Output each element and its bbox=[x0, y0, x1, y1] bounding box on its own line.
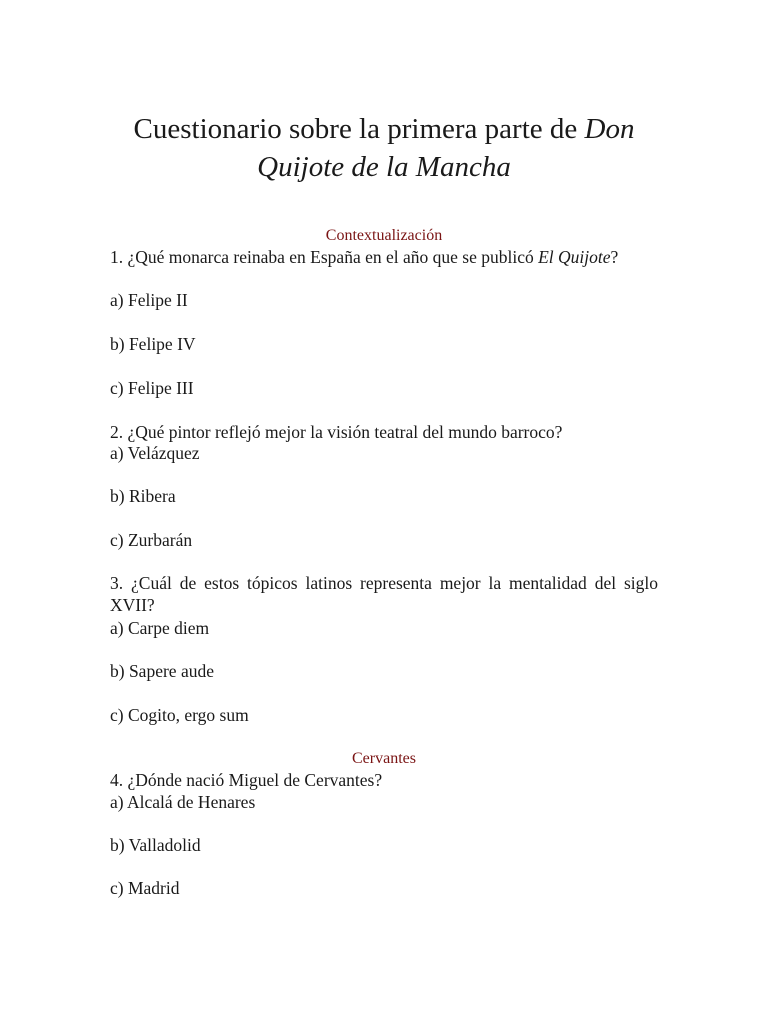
question-1 bbox=[110, 246, 658, 268]
question-1-text: 1. ¿Qué monarca reinaba en España en el año que se publicó bbox=[110, 247, 539, 267]
question-3-option-c: c) Cogito, ergo sum bbox=[110, 705, 249, 725]
question-4-option-a: a) Alcalá de Henares bbox=[110, 792, 256, 812]
document-title bbox=[110, 110, 658, 186]
question-2-option-b: b) Ribera bbox=[110, 486, 176, 506]
question-4-option-b: b) Valladolid bbox=[110, 835, 201, 855]
question-1-option-a: a) Felipe II bbox=[110, 290, 188, 310]
question-3: 3. ¿Cuál de estos tópicos latinos representa mejor la mentalidad del siglo XVII? bbox=[110, 573, 658, 615]
question-1-end: ? bbox=[610, 247, 619, 267]
question-4: 4. ¿Dónde nació Miguel de Cervantes? bbox=[110, 770, 383, 790]
section-heading-contextualizacion: Contextualización bbox=[325, 227, 443, 244]
question-2: 2. ¿Qué pintor reflejó mejor la visión teatral del mundo barroco? bbox=[110, 422, 563, 442]
section-heading-cervantes: Cervantes bbox=[352, 750, 416, 767]
title-main: Cuestionario sobre la primera parte de bbox=[133, 113, 585, 145]
title-italic: Don Quijote de la Mancha bbox=[257, 113, 635, 183]
question-1-option-c: c) Felipe III bbox=[110, 378, 194, 398]
question-4-option-c: c) Madrid bbox=[110, 878, 180, 898]
question-2-option-a: a) Velázquez bbox=[110, 443, 200, 463]
question-1-italic: El Quijote bbox=[538, 247, 611, 267]
question-3-option-b: b) Sapere aude bbox=[110, 661, 214, 681]
question-1-option-b: b) Felipe IV bbox=[110, 334, 196, 354]
question-3-option-a: a) Carpe diem bbox=[110, 618, 210, 638]
question-2-option-c: c) Zurbarán bbox=[110, 530, 193, 550]
